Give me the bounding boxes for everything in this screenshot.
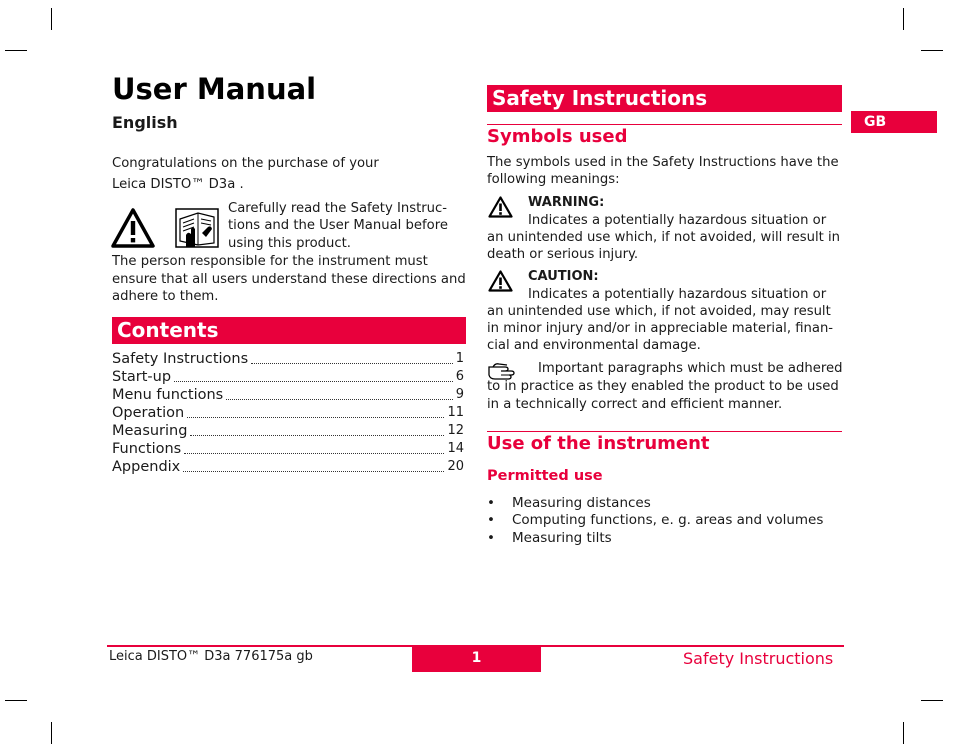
crop-mark (921, 700, 943, 701)
toc-item-safety[interactable] (112, 350, 464, 368)
toc-item-measuring[interactable] (112, 422, 464, 440)
caution-line-2: an unintended use which, if not avoided, may result (487, 304, 831, 319)
list-item-text: Computing functions, e. g. areas and volumes (512, 512, 824, 528)
toc-label: Functions (112, 441, 182, 457)
toc-page: 20 (447, 459, 464, 474)
toc-item-start-up[interactable] (112, 368, 464, 386)
toc-leader (183, 471, 444, 472)
read-manual-icon (174, 207, 220, 249)
section-divider (487, 431, 842, 432)
footer-product-label: Leica DISTO™ D3a 776175a gb (109, 649, 313, 664)
crop-mark (51, 8, 52, 30)
toc-page: 6 (455, 369, 464, 384)
crop-mark (5, 700, 27, 701)
caution-line-1: Indicates a potentially hazardous situation or (528, 287, 827, 302)
crop-mark (903, 722, 904, 744)
note-line-3: in a technically correct and efficient manner. (487, 397, 783, 412)
toc-leader (190, 435, 444, 436)
toc-page: 12 (447, 423, 464, 438)
read-instructions-line-3: using this product. (228, 236, 351, 251)
toc-label: Safety Instructions (112, 351, 249, 367)
language-label: English (112, 113, 178, 132)
page-number: 1 (412, 646, 541, 672)
section-divider (487, 124, 842, 125)
warning-triangle-icon (111, 208, 155, 248)
toc-label: Appendix (112, 459, 181, 475)
use-of-instrument-heading: Use of the instrument (487, 433, 710, 454)
footer-section-title: Safety Instructions (683, 649, 834, 668)
toc-leader (251, 363, 453, 364)
permitted-use-heading: Permitted use (487, 468, 603, 484)
toc-item-menu-functions[interactable] (112, 386, 464, 404)
responsible-line-1: The person responsible for the instrument must (112, 254, 428, 269)
safety-instructions-heading: Safety Instructions (487, 85, 842, 112)
crop-mark (5, 50, 27, 51)
list-item: • Measuring distances (487, 495, 651, 511)
language-tab[interactable]: GB (851, 111, 937, 133)
intro-line-1: Congratulations on the purchase of your (112, 156, 379, 171)
responsible-line-2: ensure that all users understand these directions and (112, 272, 466, 287)
toc-leader (184, 453, 444, 454)
list-item-text: Measuring tilts (512, 530, 612, 546)
list-item-text: Measuring distances (512, 495, 651, 511)
caution-line-3: in minor injury and/or in appreciable material, finan- (487, 321, 834, 336)
toc-leader (226, 399, 453, 400)
symbols-used-heading: Symbols used (487, 126, 628, 147)
warning-line-3: death or serious injury. (487, 247, 639, 262)
crop-mark (921, 50, 943, 51)
caution-line-4: cial and environmental damage. (487, 338, 701, 353)
toc-page: 1 (455, 351, 464, 366)
page-title: User Manual (112, 72, 317, 106)
intro-line-2: Leica DISTO™ D3a . (112, 177, 244, 192)
toc-item-appendix[interactable] (112, 458, 464, 476)
toc-label: Measuring (112, 423, 188, 439)
note-line-1: Important paragraphs which must be adhered (538, 361, 843, 376)
note-line-2: to in practice as they enabled the product to be used (487, 379, 839, 394)
read-instructions-line-1: Carefully read the Safety Instruc- (228, 201, 448, 216)
toc-page: 14 (447, 441, 464, 456)
toc-page: 11 (447, 405, 464, 420)
warning-label: WARNING: (528, 195, 605, 210)
toc-item-functions[interactable] (112, 440, 464, 458)
read-instructions-line-2: tions and the User Manual before (228, 218, 448, 233)
toc-page: 9 (455, 387, 464, 402)
crop-mark (903, 8, 904, 30)
crop-mark (51, 722, 52, 744)
list-item: • Measuring tilts (487, 530, 612, 546)
warning-line-1: Indicates a potentially hazardous situation or (528, 213, 827, 228)
toc-item-operation[interactable] (112, 404, 464, 422)
symbols-line-1: The symbols used in the Safety Instructions have the (487, 155, 839, 170)
warning-line-2: an unintended use which, if not avoided, will result in (487, 230, 841, 245)
caution-label: CAUTION: (528, 269, 599, 284)
caution-triangle-icon (488, 270, 513, 292)
toc-leader (187, 417, 444, 418)
warning-triangle-icon (488, 196, 513, 218)
toc-label: Menu functions (112, 387, 224, 403)
toc-label: Start-up (112, 369, 172, 385)
symbols-line-2: following meanings: (487, 172, 620, 187)
toc-leader (174, 381, 453, 382)
contents-heading: Contents (112, 317, 466, 344)
list-item: • Computing functions, e. g. areas and volumes (487, 512, 824, 528)
responsible-line-3: adhere to them. (112, 289, 219, 304)
toc-label: Operation (112, 405, 185, 421)
